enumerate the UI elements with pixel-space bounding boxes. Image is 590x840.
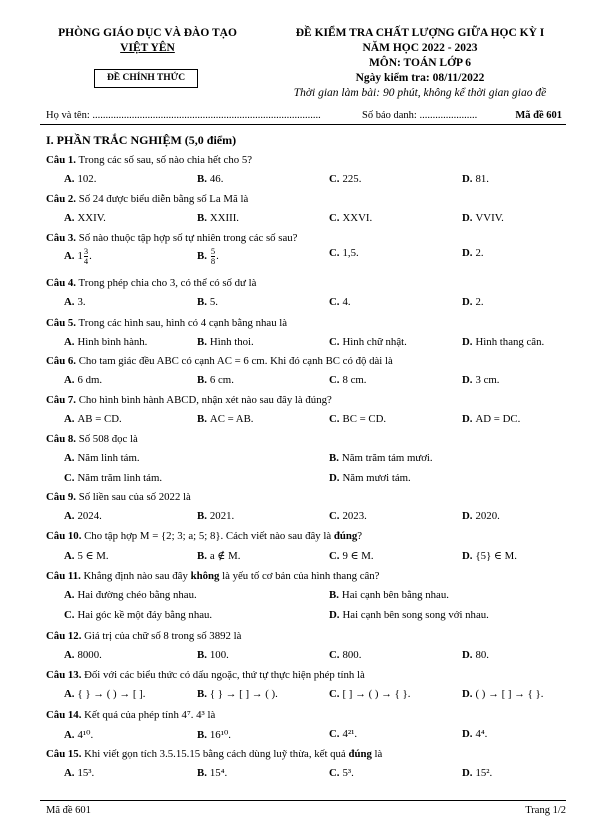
question-stem <box>46 491 191 503</box>
question-number: Câu 3. <box>46 232 76 244</box>
question-stem <box>46 433 138 445</box>
answer-option[interactable] <box>462 510 500 522</box>
answer-option[interactable] <box>329 472 411 484</box>
option-text: AC = AB. <box>209 413 254 425</box>
option-letter: D. <box>462 728 473 740</box>
candidate-line <box>40 110 566 124</box>
question-stem <box>46 709 215 721</box>
answer-option[interactable] <box>64 374 102 386</box>
option-text: 4²¹. <box>342 728 358 740</box>
answer-option[interactable] <box>329 589 449 601</box>
question-text-tail: là <box>371 748 383 760</box>
answer-option[interactable] <box>329 510 367 522</box>
question-stem <box>46 530 362 542</box>
question-number: Câu 15. <box>46 748 82 760</box>
question-number: Câu 4. <box>46 277 76 289</box>
option-text: 102. <box>77 173 97 185</box>
option-letter: B. <box>197 212 207 224</box>
option-text: Hai góc kề một đáy bằng nhau. <box>77 609 213 621</box>
question-text: Kết quả của phép tính 4⁷. 4³ là <box>81 709 216 721</box>
option-letter: B. <box>197 688 207 700</box>
question-stem <box>46 193 248 205</box>
answer-option[interactable] <box>329 728 357 740</box>
answer-option[interactable] <box>197 549 240 562</box>
option-letter: A. <box>64 296 75 308</box>
option-letter: D. <box>462 413 473 425</box>
option-letter: D. <box>462 550 473 562</box>
option-text: 5. <box>209 296 219 308</box>
option-text: Năm mươi tám. <box>342 472 411 484</box>
question-emphasis: đúng <box>333 530 358 542</box>
option-letter: B. <box>197 729 207 741</box>
answer-option[interactable] <box>64 247 92 266</box>
question-text-tail: là yếu tố cơ bản của hình thang cân? <box>219 570 380 582</box>
answer-option[interactable] <box>329 688 410 700</box>
option-letter: D. <box>462 173 473 185</box>
answer-option[interactable] <box>462 374 500 386</box>
option-text: 1 <box>77 249 83 262</box>
answer-option[interactable] <box>329 452 433 464</box>
fraction-denominator: 8 <box>210 256 216 266</box>
answer-option[interactable] <box>329 212 372 224</box>
fraction-numerator: 3 <box>83 246 89 256</box>
page-number: Trang 1/2 <box>525 805 566 816</box>
question-text: Cho tập hợp M = {2; 3; a; 5; 8}. Cách viết nào sau đây là <box>81 530 334 542</box>
option-text: Hai cạnh bên song song với nhau. <box>342 609 489 621</box>
question-text: Trong các số sau, số nào chia hết cho 5? <box>76 154 253 166</box>
question-text: Khi viết gọn tích 3.5.15.15 bằng cách dùng luỹ thừa, kết quả <box>81 748 349 760</box>
option-letter: A. <box>64 374 75 386</box>
answer-option[interactable] <box>64 649 102 661</box>
answer-option[interactable] <box>197 413 254 425</box>
answer-option[interactable] <box>64 609 212 621</box>
option-letter: A. <box>64 510 75 522</box>
answer-option[interactable] <box>329 247 359 259</box>
question-stem <box>46 277 256 289</box>
option-letter: C. <box>329 296 340 308</box>
answer-option[interactable] <box>197 336 254 348</box>
question-number: Câu 9. <box>46 491 76 503</box>
answer-option[interactable] <box>64 452 140 464</box>
answer-option[interactable] <box>329 549 374 562</box>
fraction-denominator: 4 <box>83 256 89 266</box>
option-letter: A. <box>64 649 75 661</box>
question-text: Trong các hình sau, hình có 4 cạnh bằng nhau là <box>76 317 288 329</box>
subject: MÔN: TOÁN LỚP 6 <box>368 57 472 69</box>
answer-option[interactable] <box>462 247 484 259</box>
option-letter: C. <box>329 649 340 661</box>
question-number: Câu 11. <box>46 570 81 582</box>
option-text: 2021. <box>209 510 235 522</box>
exam-date: Ngày kiểm tra: 08/11/2022 <box>355 72 485 84</box>
answer-option[interactable] <box>64 767 94 779</box>
answer-option[interactable] <box>197 296 218 308</box>
option-text: 16¹⁰. <box>209 729 231 741</box>
question-number: Câu 13. <box>46 669 82 681</box>
answer-option[interactable] <box>197 247 219 266</box>
option-text: 4. <box>342 296 351 308</box>
answer-option[interactable] <box>64 173 96 185</box>
question-text: Cho tam giác đều ABC có cạnh AC = 6 cm. Khi đó cạnh BC có độ dài là <box>76 355 393 367</box>
option-text: 15⁴. <box>209 767 228 779</box>
option-text: BC = CD. <box>342 413 387 425</box>
question-text: Cho hình bình hành ABCD, nhận xét nào sau đây là đúng? <box>76 394 332 406</box>
question-emphasis: đúng <box>348 748 372 760</box>
question-number: Câu 5. <box>46 317 76 329</box>
answer-option[interactable] <box>462 688 543 700</box>
question-text: Đối với các biểu thức có dấu ngoặc, thứ tự thực hiện phép tính là <box>81 669 365 681</box>
question-text: Số 508 đọc là <box>76 433 138 445</box>
option-letter: B. <box>197 550 207 562</box>
option-letter: D. <box>462 374 473 386</box>
option-letter: A. <box>64 336 75 348</box>
candidate-name-field: Họ và tên: ....................................................................................... <box>46 110 321 121</box>
option-text: Hình chữ nhật. <box>342 336 407 348</box>
exam-title: ĐỀ KIỂM TRA CHẤT LƯỢNG GIỮA HỌC KỲ I <box>295 27 545 39</box>
department-name: PHÒNG GIÁO DỤC VÀ ĐÀO TẠO <box>58 27 237 39</box>
answer-option[interactable] <box>329 649 361 661</box>
question-number: Câu 6. <box>46 355 76 367</box>
answer-option[interactable] <box>197 767 227 779</box>
option-letter: C. <box>329 728 340 740</box>
answer-option[interactable] <box>64 589 197 601</box>
option-letter: B. <box>329 589 339 601</box>
question-number: Câu 8. <box>46 433 76 445</box>
option-letter: B. <box>197 510 207 522</box>
option-text: 80. <box>475 649 489 661</box>
option-text: 2. <box>475 296 484 308</box>
option-text: Hình thoi. <box>209 336 254 348</box>
option-letter: B. <box>197 649 207 661</box>
question-text: Giá trị của chữ số 8 trong số 3892 là <box>81 630 242 642</box>
question-number: Câu 1. <box>46 154 76 166</box>
option-letter: C. <box>329 510 340 522</box>
department-block <box>40 26 255 56</box>
answer-option[interactable] <box>462 296 484 308</box>
option-text: XXIV. <box>77 212 106 224</box>
question-stem <box>46 748 382 760</box>
answer-option[interactable] <box>64 472 162 484</box>
option-text: 3 cm. <box>475 374 500 386</box>
option-letter: D. <box>462 296 473 308</box>
option-letter: B. <box>197 336 207 348</box>
answer-option[interactable] <box>64 728 93 741</box>
option-text: 5 ∈ M. <box>77 550 109 562</box>
option-text: 100. <box>209 649 229 661</box>
exam-duration: Thời gian làm bài: 90 phút, không kể thời gian giao đề <box>293 87 547 99</box>
answer-option[interactable] <box>462 549 517 562</box>
answer-option[interactable] <box>64 296 86 308</box>
answer-option[interactable] <box>462 413 520 425</box>
option-letter: C. <box>329 212 340 224</box>
option-text: { } → [ ] → ( ). <box>209 688 278 700</box>
option-letter: D. <box>329 472 340 484</box>
option-text: AD = DC. <box>475 413 521 425</box>
answer-option[interactable] <box>197 510 234 522</box>
option-letter: B. <box>197 249 207 262</box>
answer-option[interactable] <box>64 336 147 348</box>
option-text: 1,5. <box>342 247 359 259</box>
answer-option[interactable] <box>329 609 489 621</box>
question-text: Trong phép chia cho 3, có thể có số dư là <box>76 277 257 289</box>
option-letter: C. <box>329 413 340 425</box>
question-text: Khẳng định nào sau đây <box>80 570 191 582</box>
option-letter: D. <box>462 767 473 779</box>
answer-option[interactable] <box>329 374 367 386</box>
footer-exam-code: Mã đề 601 <box>46 805 91 816</box>
answer-option[interactable] <box>197 649 229 661</box>
option-letter: A. <box>64 413 75 425</box>
exam-info-block <box>262 26 578 101</box>
exam-code: Mã đề 601 <box>515 110 562 121</box>
option-letter: B. <box>197 374 207 386</box>
answer-option[interactable] <box>462 728 487 740</box>
option-text: 800. <box>342 649 362 661</box>
answer-option[interactable] <box>64 688 145 700</box>
option-letter: B. <box>197 173 207 185</box>
question-number: Câu 2. <box>46 193 76 205</box>
answer-option[interactable] <box>329 336 407 348</box>
option-text: 5³. <box>342 767 354 779</box>
question-text: Số nào thuộc tập hợp số tự nhiên trong các số sau? <box>76 232 298 244</box>
answer-option[interactable] <box>462 336 544 348</box>
answer-option[interactable] <box>329 173 361 185</box>
answer-option[interactable] <box>64 549 109 562</box>
option-text: {5} ∈ M. <box>475 550 517 562</box>
option-letter: A. <box>64 249 75 262</box>
question-stem <box>46 669 365 681</box>
page-footer <box>40 800 566 816</box>
question-stem <box>46 394 332 406</box>
option-letter: C. <box>329 374 340 386</box>
fraction <box>211 247 215 266</box>
answer-option[interactable] <box>462 767 492 779</box>
option-text: [ ] → ( ) → { }. <box>342 688 411 700</box>
option-letter: D. <box>462 688 473 700</box>
candidate-id-field: Số báo danh: ...................... <box>362 110 478 121</box>
option-text: 15². <box>475 767 493 779</box>
answer-option[interactable] <box>462 173 489 185</box>
option-text: 2. <box>475 247 484 259</box>
option-letter: D. <box>329 609 340 621</box>
question-text-tail: ? <box>357 530 363 542</box>
answer-option[interactable] <box>197 688 278 700</box>
district-name: VIỆT YÊN <box>120 42 175 54</box>
option-dot: . <box>89 249 92 262</box>
answer-option[interactable] <box>329 296 351 308</box>
question-stem <box>46 570 379 582</box>
option-text: { } → ( ) → [ ]. <box>77 688 146 700</box>
answer-option[interactable] <box>64 212 106 224</box>
option-dot: . <box>216 249 219 262</box>
answer-option[interactable] <box>197 728 231 741</box>
option-text: 4¹⁰. <box>77 729 94 741</box>
option-letter: B. <box>329 452 339 464</box>
option-letter: D. <box>462 247 473 259</box>
option-text: AB = CD. <box>77 413 122 425</box>
option-text: VVIV. <box>475 212 504 224</box>
question-number: Câu 12. <box>46 630 82 642</box>
section-title: I. PHẦN TRẮC NGHIỆM (5,0 điểm) <box>46 133 237 147</box>
answer-option[interactable] <box>64 413 122 425</box>
answer-option[interactable] <box>462 212 504 224</box>
option-text: 8 cm. <box>342 374 367 386</box>
option-text: 81. <box>475 173 489 185</box>
option-text: 3. <box>77 296 86 308</box>
option-text: Hai cạnh bên bằng nhau. <box>341 589 449 601</box>
option-letter: A. <box>64 212 75 224</box>
answer-option[interactable] <box>197 212 239 224</box>
option-text: Năm linh tám. <box>77 452 140 464</box>
option-letter: D. <box>462 510 473 522</box>
answer-option[interactable] <box>197 173 223 185</box>
school-year: NĂM HỌC 2022 - 2023 <box>362 42 478 54</box>
question-text: Số 24 được biểu diễn bằng số La Mã là <box>76 193 249 205</box>
option-letter: A. <box>64 729 75 741</box>
option-text: Hình bình hành. <box>77 336 148 348</box>
option-text: XXVI. <box>342 212 373 224</box>
option-letter: D. <box>462 649 473 661</box>
option-letter: C. <box>329 688 340 700</box>
question-text: Số liền sau của số 2022 là <box>76 491 191 503</box>
option-text: 9 ∈ M. <box>342 550 374 562</box>
option-letter: A. <box>64 452 75 464</box>
option-letter: A. <box>64 688 75 700</box>
option-letter: C. <box>329 336 340 348</box>
question-stem <box>46 317 287 329</box>
option-text: Năm trăm linh tám. <box>77 472 163 484</box>
fraction <box>84 247 88 266</box>
option-text: a ∉ M. <box>209 550 241 562</box>
option-letter: B. <box>197 413 207 425</box>
option-letter: A. <box>64 589 75 601</box>
answer-option[interactable] <box>329 413 386 425</box>
option-text: 2020. <box>475 510 500 522</box>
option-text: 8000. <box>77 649 102 661</box>
option-letter: A. <box>64 767 75 779</box>
option-text: 6 cm. <box>209 374 234 386</box>
question-emphasis: không <box>190 570 220 582</box>
option-letter: A. <box>64 550 75 562</box>
option-text: 4⁴. <box>475 728 488 740</box>
option-letter: B. <box>197 296 207 308</box>
option-letter: C. <box>329 767 340 779</box>
option-text: Năm trăm tám mươi. <box>341 452 433 464</box>
question-stem <box>46 154 252 166</box>
option-text: XXIII. <box>209 212 239 224</box>
answer-option[interactable] <box>197 374 234 386</box>
question-number: Câu 14. <box>46 709 82 721</box>
question-stem <box>46 355 393 367</box>
option-text: 2023. <box>342 510 367 522</box>
official-stamp: ĐỀ CHÍNH THỨC <box>94 69 198 88</box>
option-text: ( ) → [ ] → { }. <box>475 688 544 700</box>
question-number: Câu 10. <box>46 530 82 542</box>
answer-option[interactable] <box>462 649 489 661</box>
option-letter: C. <box>329 247 340 259</box>
answer-option[interactable] <box>329 767 354 779</box>
option-letter: C. <box>329 550 340 562</box>
question-stem <box>46 630 241 642</box>
option-text: 2024. <box>77 510 102 522</box>
option-text: 225. <box>342 173 362 185</box>
option-letter: C. <box>64 472 75 484</box>
option-text: 6 dm. <box>77 374 103 386</box>
option-letter: D. <box>462 336 473 348</box>
option-letter: B. <box>197 767 207 779</box>
fraction-numerator: 5 <box>210 246 216 256</box>
option-text: Hai đường chéo bằng nhau. <box>77 589 197 601</box>
question-stem <box>46 232 297 244</box>
option-letter: D. <box>462 212 473 224</box>
option-letter: C. <box>64 609 75 621</box>
answer-option[interactable] <box>64 510 102 522</box>
option-text: Hình thang cân. <box>475 336 545 348</box>
question-number: Câu 7. <box>46 394 76 406</box>
divider <box>40 124 566 125</box>
option-text: 46. <box>209 173 224 185</box>
option-text: 15³. <box>77 767 95 779</box>
option-letter: C. <box>329 173 340 185</box>
option-letter: A. <box>64 173 75 185</box>
